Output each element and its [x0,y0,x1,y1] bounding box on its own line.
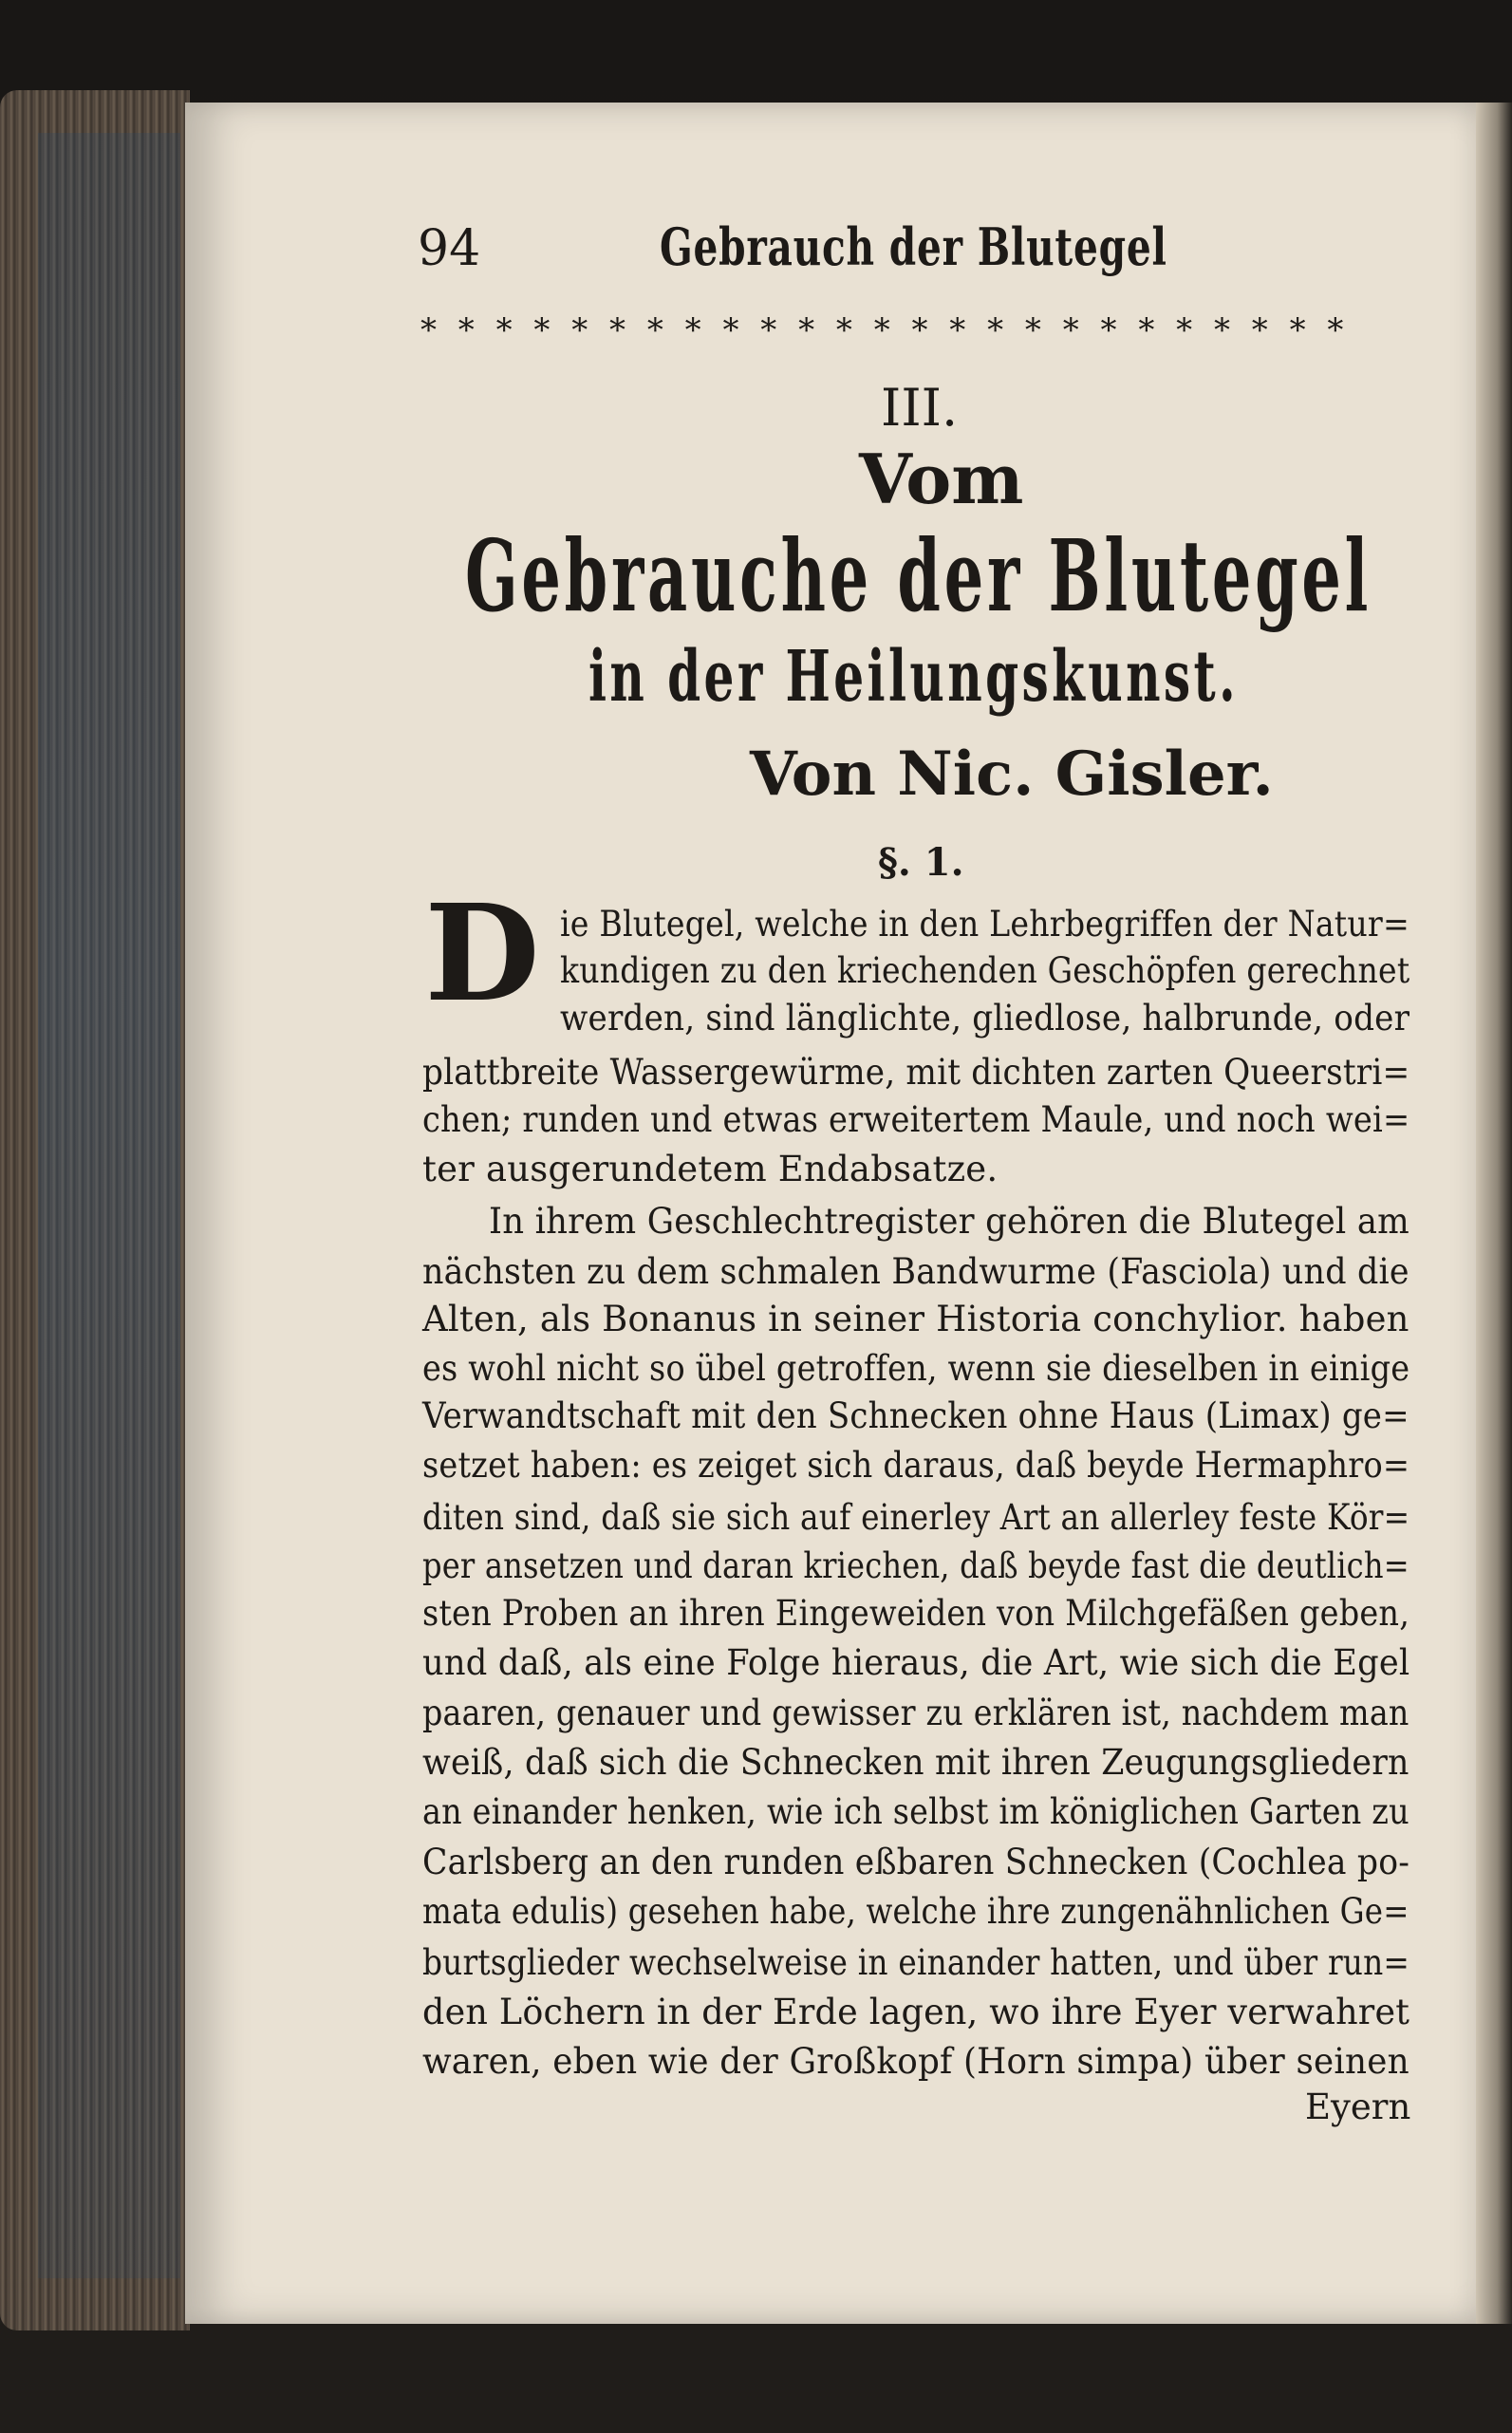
ornament-rule: * * * * * * * * * * * * * * * * * * * * * * * * * [420,311,1350,349]
body-line: den Löchern in der Erde lagen, wo ihre Eyer verwahret [422,1992,1410,2032]
body-line: burtsglieder wechselweise in einander hatten, und über run= [422,1942,1410,1983]
drop-cap: D [424,876,540,1032]
body-line: setzet haben: es zeiget sich daraus, daß beyde Hermaphro= [422,1445,1410,1486]
catchword: Eyern [1305,2087,1411,2127]
chapter-author: Von Nic. Gisler. [750,739,1274,810]
body-line: per ansetzen und daran kriechen, daß beyde fast die deutlich= [422,1545,1409,1586]
chapter-number: III. [881,378,959,438]
body-line: diten sind, daß sie sich auf einerley Art an allerley feste Kör= [422,1497,1410,1538]
body-line: In ihrem Geschlechtregister gehören die Blutegel am [489,1201,1409,1242]
body-line: mata edulis) gesehen habe, welche ihre zungenähnlichen Ge= [422,1891,1409,1932]
section-number: §. 1. [878,840,964,885]
body-line: plattbreite Wassergewürme, mit dichten zarten Queerstri= [422,1052,1410,1093]
page-number: 94 [418,220,481,277]
running-title: Gebrauch der Blutegel [660,216,1167,277]
body-line: weiß, daß sich die Schnecken mit ihren Zeugungsgliedern [422,1742,1409,1783]
body-line: nächsten zu dem schmalen Bandwurme (Fasciola) und die [422,1251,1409,1292]
body-line: Carlsberg an den runden eßbaren Schnecken (Cochlea po- [422,1842,1410,1882]
body-line: und daß, als eine Folge hieraus, die Art, wie sich die Egel [422,1642,1410,1683]
body-line: waren, eben wie der Großkopf (Horn simpa) über seinen [422,2041,1409,2082]
chapter-subtitle: in der Heilungskunst. [588,636,1239,718]
body-line: sten Proben an ihren Eingeweiden von Milchgefäßen geben, [422,1593,1410,1634]
body-line: werden, sind länglichte, gliedlose, halbrunde, oder [560,998,1410,1039]
chapter-title: Gebrauche der Blutegel [465,517,1372,634]
body-line: Alten, als Bonanus in seiner Historia conchylior. haben [422,1299,1409,1339]
body-line: chen; runden und etwas erweitertem Maule, und noch wei= [422,1099,1410,1140]
body-line: an einander henken, wie ich selbst im königlichen Garten zu [422,1791,1409,1832]
book-edge-tint [38,133,180,2278]
body-line: kundigen zu den kriechenden Geschöpfen gerechnet [560,950,1410,991]
body-line: es wohl nicht so übel getroffen, wenn sie dieselben in einige [422,1348,1410,1389]
chapter-prefix: Vom [859,439,1024,519]
body-line: Verwandtschaft mit den Schnecken ohne Haus (Limax) ge= [422,1395,1409,1436]
body-line: ter ausgerundetem Endabsatze. [422,1149,999,1189]
body-line: paaren, genauer und gewisser zu erklären ist, nachdem man [422,1693,1409,1733]
page-gutter-shadow [1476,103,1512,2324]
body-line: ie Blutegel, welche in den Lehrbegriffen der Natur= [560,904,1409,945]
